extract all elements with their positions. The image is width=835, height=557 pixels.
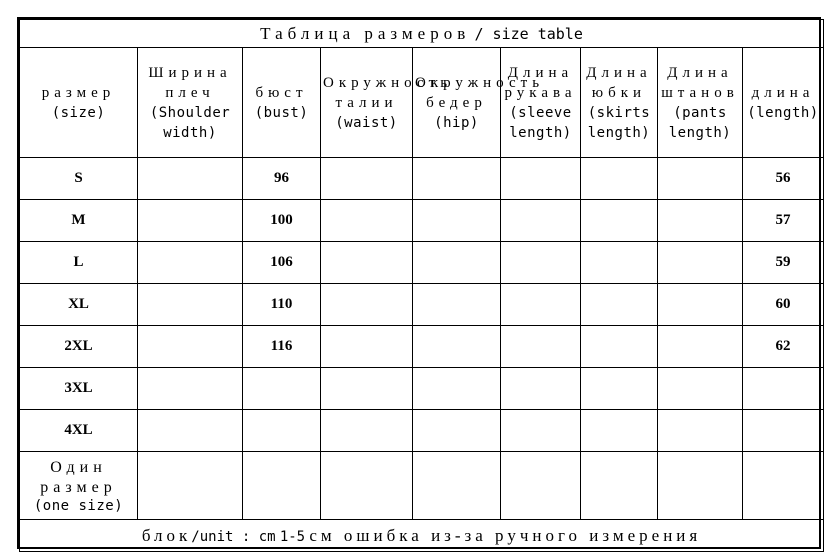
cell-pants [658, 284, 743, 326]
cell-sleeve [501, 410, 581, 452]
cell-bust: 106 [243, 242, 321, 284]
cell-bust [243, 452, 321, 520]
cell-waist [321, 242, 413, 284]
header-pants-length [658, 48, 743, 158]
size-table [19, 19, 824, 552]
header-bust [243, 48, 321, 158]
one-size-cell [20, 452, 138, 520]
cell-sleeve [501, 200, 581, 242]
footer-range: 1-5 [279, 528, 306, 545]
cell-shoulder [138, 452, 243, 520]
table-title-ru: Таблица размеров [260, 23, 471, 43]
cell-hip [413, 200, 501, 242]
cell-skirt [581, 368, 658, 410]
cell-hip [413, 242, 501, 284]
cell-pants [658, 368, 743, 410]
cell-size: L [20, 242, 138, 284]
cell-pants [658, 200, 743, 242]
cell-length [743, 368, 824, 410]
cell-skirt [581, 452, 658, 520]
header-shoulder-width [138, 48, 243, 158]
cell-pants [658, 410, 743, 452]
cell-waist [321, 284, 413, 326]
cell-shoulder [138, 410, 243, 452]
cell-bust: 96 [243, 158, 321, 200]
cell-skirt [581, 242, 658, 284]
cell-shoulder [138, 284, 243, 326]
header-waist-en: (waist) [335, 114, 398, 131]
table-title [20, 20, 824, 48]
cell-bust [243, 410, 321, 452]
cell-length [743, 452, 824, 520]
cell-shoulder [138, 200, 243, 242]
cell-skirt [581, 410, 658, 452]
cell-pants [658, 158, 743, 200]
cell-hip [413, 326, 501, 368]
cell-size: 2XL [20, 326, 138, 368]
header-sleeve-length-en: (sleeve length) [509, 104, 572, 141]
cell-skirt [581, 326, 658, 368]
header-hip-en: (hip) [434, 114, 479, 131]
cell-hip [413, 368, 501, 410]
cell-shoulder [138, 368, 243, 410]
cell-pants [658, 242, 743, 284]
cell-size: 4XL [20, 410, 138, 452]
cell-length: 59 [743, 242, 824, 284]
cell-shoulder [138, 158, 243, 200]
cell-length: 62 [743, 326, 824, 368]
cell-hip [413, 452, 501, 520]
header-shoulder-width-ru: Ширина плеч [148, 64, 232, 101]
footer-unit-ru: блок [141, 525, 192, 545]
cell-hip [413, 284, 501, 326]
cell-waist [321, 410, 413, 452]
table-row [20, 326, 824, 368]
one-size-label-en: (one size) [33, 497, 124, 514]
footer-unit-en: /unit : cm [191, 528, 276, 545]
cell-sleeve [501, 452, 581, 520]
header-skirt-length-en: (skirts length) [587, 104, 651, 141]
one-size-row [20, 452, 824, 520]
header-length [743, 48, 824, 158]
table-row [20, 242, 824, 284]
header-hip-ru: Окружность бедер [415, 74, 545, 111]
cell-size: S [20, 158, 138, 200]
cell-length: 57 [743, 200, 824, 242]
header-length-en: (length) [747, 104, 819, 121]
table-row [20, 410, 824, 452]
cell-waist [321, 368, 413, 410]
cell-bust: 110 [243, 284, 321, 326]
cell-skirt [581, 284, 658, 326]
table-row [20, 284, 824, 326]
cell-sleeve [501, 326, 581, 368]
cell-length: 60 [743, 284, 824, 326]
cell-sleeve [501, 368, 581, 410]
cell-waist [321, 200, 413, 242]
cell-size: 3XL [20, 368, 138, 410]
cell-waist [321, 326, 413, 368]
cell-waist [321, 452, 413, 520]
cell-length [743, 410, 824, 452]
header-row [20, 48, 824, 158]
header-sleeve-length [501, 48, 581, 158]
cell-sleeve [501, 284, 581, 326]
header-pants-length-ru: Длина штанов [661, 64, 739, 101]
header-waist [321, 48, 453, 158]
cell-hip [413, 158, 501, 200]
size-table-sheet [17, 17, 821, 549]
table-title-en: / size table [474, 24, 583, 43]
cell-bust: 100 [243, 200, 321, 242]
cell-size: XL [20, 284, 138, 326]
header-length-ru: длина [751, 84, 815, 101]
cell-skirt [581, 158, 658, 200]
cell-waist [321, 158, 413, 200]
header-waist-ru: Окружность талии [323, 74, 453, 111]
header-shoulder-width-en: (Shoulder width) [149, 104, 231, 141]
one-size-label-ru: Один размер [40, 458, 117, 496]
cell-skirt [581, 200, 658, 242]
cell-sleeve [501, 242, 581, 284]
header-sleeve-length-ru: Длина рукава [504, 64, 577, 101]
header-size-en: (size) [51, 104, 106, 121]
footer-note [20, 520, 824, 552]
header-size-ru: размер [41, 84, 116, 101]
cell-sleeve [501, 158, 581, 200]
table-row [20, 368, 824, 410]
table-row [20, 200, 824, 242]
header-skirt-length [581, 48, 658, 158]
cell-length: 56 [743, 158, 824, 200]
header-skirt-length-ru: Длина юбки [586, 64, 652, 101]
cell-shoulder [138, 242, 243, 284]
header-size [20, 48, 138, 158]
header-bust-en: (bust) [254, 104, 309, 121]
footer-note-ru: см ошибка из-за ручного измерения [309, 525, 702, 545]
cell-size: M [20, 200, 138, 242]
cell-pants [658, 326, 743, 368]
header-bust-ru: бюст [255, 84, 308, 101]
cell-bust [243, 368, 321, 410]
cell-shoulder [138, 326, 243, 368]
table-row [20, 158, 824, 200]
cell-hip [413, 410, 501, 452]
header-pants-length-en: (pants length) [668, 104, 732, 141]
cell-bust: 116 [243, 326, 321, 368]
cell-pants [658, 452, 743, 520]
